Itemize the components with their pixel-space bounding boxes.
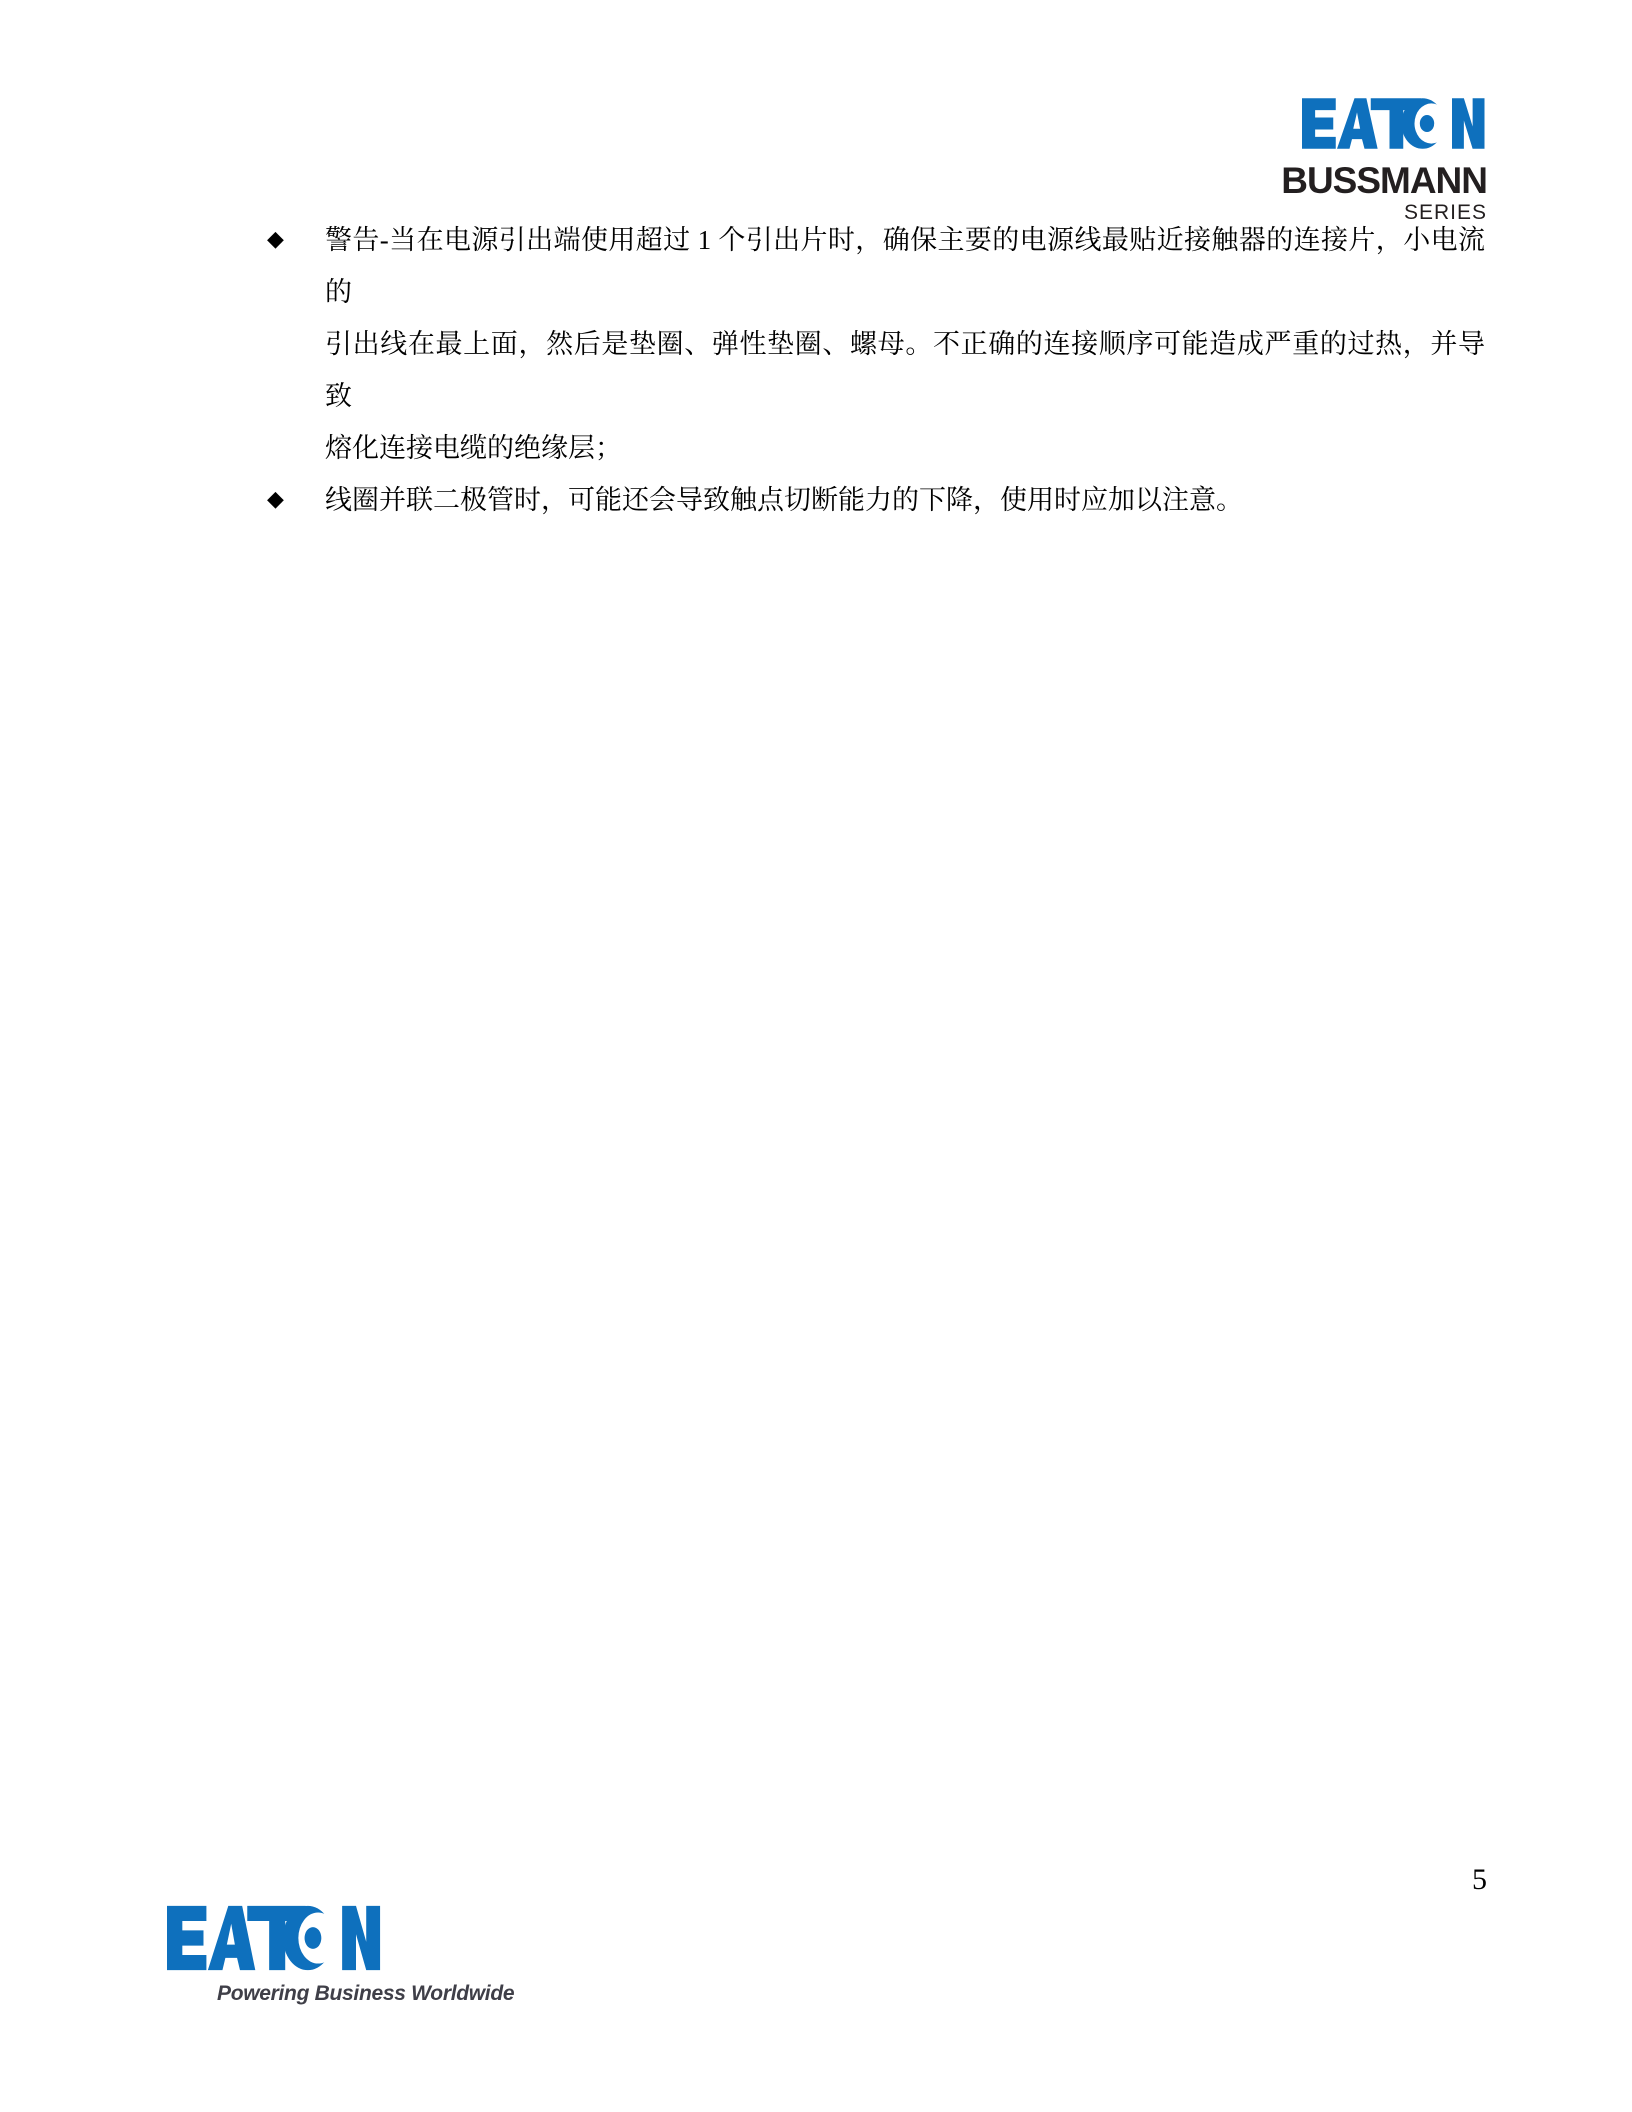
text-line: 熔化连接电缆的绝缘层；: [325, 433, 622, 463]
bullet-diamond-icon: ◆: [267, 487, 284, 512]
brand-series-label: SERIES: [1403, 201, 1487, 224]
bullet-text: [325, 214, 1485, 474]
list-item: [267, 214, 1492, 474]
footer-brand-block: [167, 1903, 514, 2006]
page-number: 5: [1472, 1863, 1487, 1896]
footer-tagline: Powering Business Worldwide: [217, 1982, 515, 2005]
header-brand-block: [1281, 96, 1487, 223]
bullet-diamond-icon: ◆: [267, 227, 284, 252]
brand-bussmann-label: BUSSMANN: [1281, 160, 1487, 201]
bullet-text: [325, 474, 1485, 526]
text-line: 线圈并联二极管时，可能还会导致触点切断能力的下降，使用时应加以注意。: [325, 485, 1243, 515]
text-line: 警告-当在电源引出端使用超过 1 个引出片时，确保主要的电源线最贴近接触器的连接片，小电流的: [325, 225, 1485, 307]
body-text: [267, 214, 1492, 526]
eaton-logo-icon: [167, 1903, 383, 1973]
list-item: [267, 474, 1492, 526]
text-line: 引出线在最上面，然后是垫圈、弹性垫圈、螺母。不正确的连接顺序可能造成严重的过热，并导致: [325, 329, 1485, 411]
eaton-logo-icon: [1302, 96, 1487, 151]
